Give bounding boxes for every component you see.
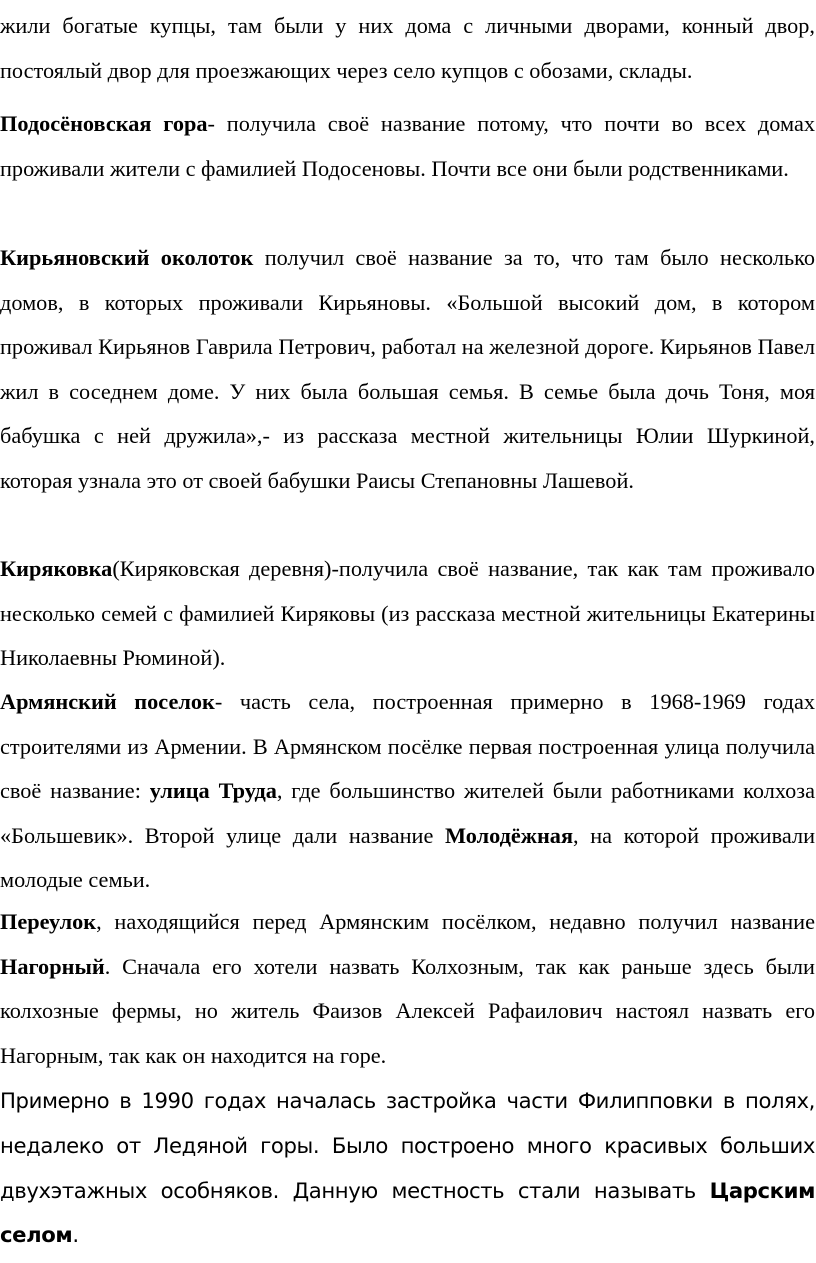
- paragraph-tsarskoe-selo: [0, 1079, 815, 1258]
- street-name: Молодёжная: [444, 822, 574, 848]
- place-name: Армянский поселок: [0, 689, 215, 714]
- place-name: Кирьяновский околоток: [0, 245, 254, 270]
- text-run: , на которой проживали молодые семьи.: [0, 822, 816, 892]
- text-run: , где большинство жителей были работниками колхоза «Большевик». Второй улице дали название: [0, 778, 815, 848]
- paragraph-podosenovskaya-gora: [0, 102, 815, 191]
- paragraph-kiryakovka: [0, 547, 815, 681]
- text-run: , находящийся перед Армянским посёлком, недавно получил название: [96, 909, 815, 934]
- paragraph-merchants: [0, 4, 815, 93]
- text-run: Примерно в 1990 годах началась застройка части Филипповки в полях, недалеко от Ледяной горы. Было построено много красивых больших двухэтажных особняков. Данную местность стали называть: [0, 1088, 815, 1203]
- text-run: жили богатые купцы, там были у них дома с личными дворами, конный двор, постоялый двор для проезжающих через село купцов с обозами, склады.: [0, 13, 815, 83]
- place-name: Царским селом: [0, 1177, 815, 1248]
- street-name: улица Труда: [149, 778, 277, 803]
- text-run: .: [72, 1222, 79, 1248]
- text-run: - получила своё название потому, что почти во всех домах проживали жители с фамилией Подосеновы. Почти все они были родственниками.: [0, 111, 815, 181]
- street-name: Нагорный: [0, 953, 105, 979]
- text-run: (Киряковская деревня)-получила своё название, так как там проживало несколько семей с фамилией Киряковы (из рассказа местной жительницы Екатерины Николаевны Рюминой).: [0, 556, 815, 670]
- paragraph-armyansky-poselok: [0, 680, 815, 903]
- paragraph-kiryanovsky-okolotok: [0, 236, 815, 503]
- text-run: . Сначала его хотели назвать Колхозным, так как раньше здесь были колхозные фермы, но житель Фаизов Алексей Рафаилович настоял назвать его Нагорным, так как он находится на горе.: [0, 953, 815, 1068]
- paragraph-pereulok-nagorny: [0, 900, 815, 1078]
- place-name: Переулок: [0, 909, 97, 934]
- text-run: получил своё название за то, что там было несколько домов, в которых проживали Кирьяновы. «Большой высокий дом, в котором проживал Кирьянов Гаврила Петрович, работал на железной дороге. Кирьянов Павел жил в соседнем доме. У них была большая семья. В семье была дочь Тоня, моя бабушка с ней дружила»,- из рассказа местной жительницы Юлии Шуркиной, которая узнала это от своей бабушки Раисы Степановны Лашевой.: [0, 245, 816, 493]
- place-name: Подосёновская гора: [0, 111, 208, 136]
- text-run: - часть села, построенная примерно в 1968-1969 годах строителями из Армении. В Армянском посёлке первая построенная улица получила своё название:: [0, 689, 815, 803]
- place-name: Киряковка: [0, 556, 113, 581]
